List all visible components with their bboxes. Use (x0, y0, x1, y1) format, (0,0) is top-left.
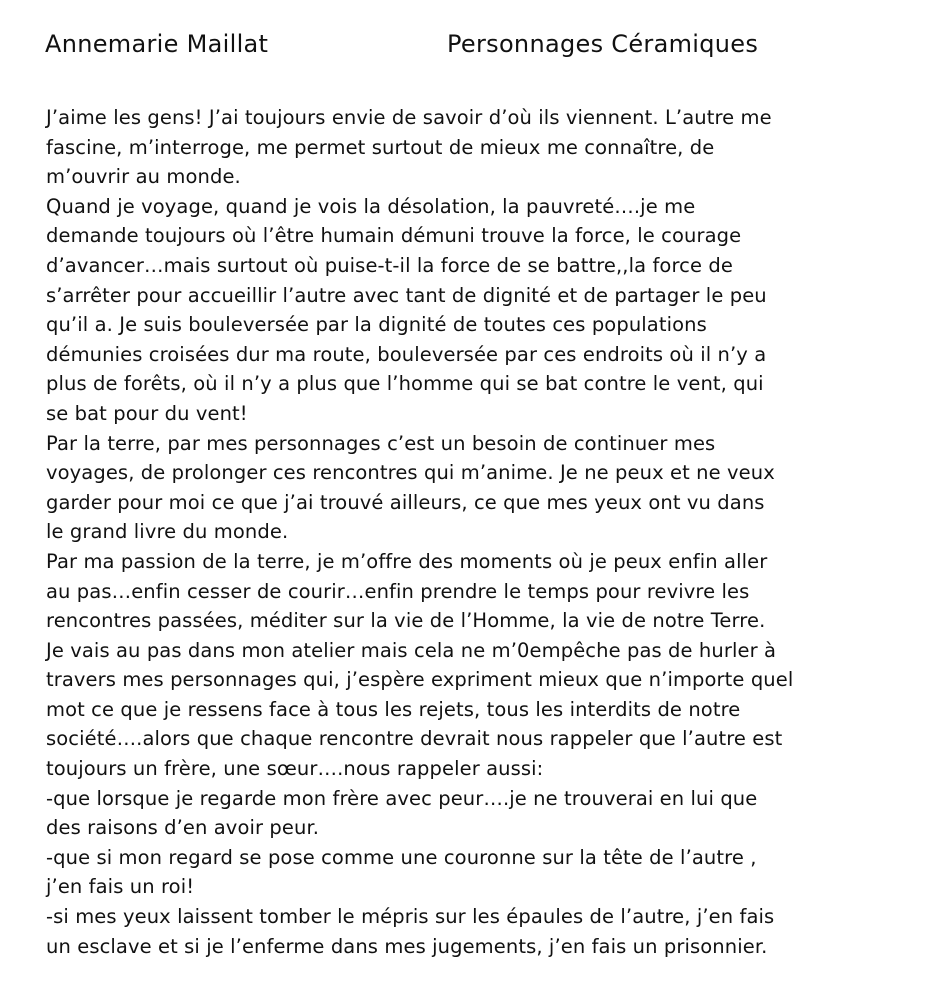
text-line: -que lorsque je regarde mon frère avec peur….je ne trouverai en lui que (46, 786, 758, 810)
document-header (45, 30, 895, 64)
text-line: J’aime les gens! J’ai toujours envie de savoir d’où ils viennent. L’autre me (46, 106, 772, 129)
text-line: un esclave et si je l’enferme dans mes jugements, j’en fais un prisonnier. (46, 934, 768, 958)
text-line: j’en fais un roi! (46, 875, 195, 899)
text-line: plus de forêts, où il n’y a plus que l’homme qui se bat contre le vent, qui (46, 372, 764, 396)
text-line: garder pour moi ce que j’ai trouvé ailleurs, ce que mes yeux ont vu dans (46, 490, 765, 514)
text-line: voyages, de prolonger ces rencontres qui m’anime. Je ne peux et ne veux (46, 461, 775, 485)
text-line: Par la terre, par mes personnages c’est un besoin de continuer mes (46, 431, 716, 455)
text-line: société….alors que chaque rencontre devrait nous rappeler que l’autre est (46, 727, 783, 751)
text-line: se bat pour du vent! (46, 401, 248, 425)
text-line: demande toujours où l’être humain démuni trouve la force, le courage (46, 224, 742, 248)
text-line: toujours un frère, une sœur….nous rappeler aussi: (46, 757, 544, 781)
author-name: Annemarie Maillat (45, 30, 269, 58)
text-line: s’arrêter pour accueillir l’autre avec tant de dignité et de partager le peu (46, 283, 767, 307)
text-line: fascine, m’interroge, me permet surtout de mieux me connaître, de (46, 135, 715, 159)
text-line: m’ouvrir au monde. (46, 165, 241, 189)
text-line: mot ce que je ressens face à tous les rejets, tous les interdits de notre (46, 697, 741, 721)
text-line: rencontres passées, méditer sur la vie de l’Homme, la vie de notre Terre. (46, 609, 766, 633)
document-title: Personnages Céramiques (447, 30, 759, 58)
text-line: le grand livre du monde. (46, 520, 289, 544)
document-body (46, 103, 896, 961)
text-line: démunies croisées dur ma route, bouleversée par ces endroits où il n’y a (46, 342, 767, 366)
text-line: au pas…enfin cesser de courir…enfin prendre le temps pour revivre les (46, 579, 750, 603)
text-line: d’avancer…mais surtout où puise-t-il la force de se battre,,la force de (46, 253, 733, 277)
text-line: -si mes yeux laissent tomber le mépris sur les épaules de l’autre, j’en fais (46, 905, 775, 929)
text-line: Par ma passion de la terre, je m’offre des moments où je peux enfin aller (46, 549, 768, 573)
text-line: travers mes personnages qui, j’espère expriment mieux que n’importe quel (46, 668, 794, 692)
text-line: des raisons d’en avoir peur. (46, 816, 320, 840)
text-line: qu’il a. Je suis bouleversée par la dignité de toutes ces populations (46, 313, 707, 337)
text-line: Je vais au pas dans mon atelier mais cela ne m’0empêche pas de hurler à (46, 638, 777, 662)
text-line: -que si mon regard se pose comme une couronne sur la tête de l’autre , (46, 845, 757, 869)
text-line: Quand je voyage, quand je vois la désolation, la pauvreté….je me (46, 194, 696, 218)
